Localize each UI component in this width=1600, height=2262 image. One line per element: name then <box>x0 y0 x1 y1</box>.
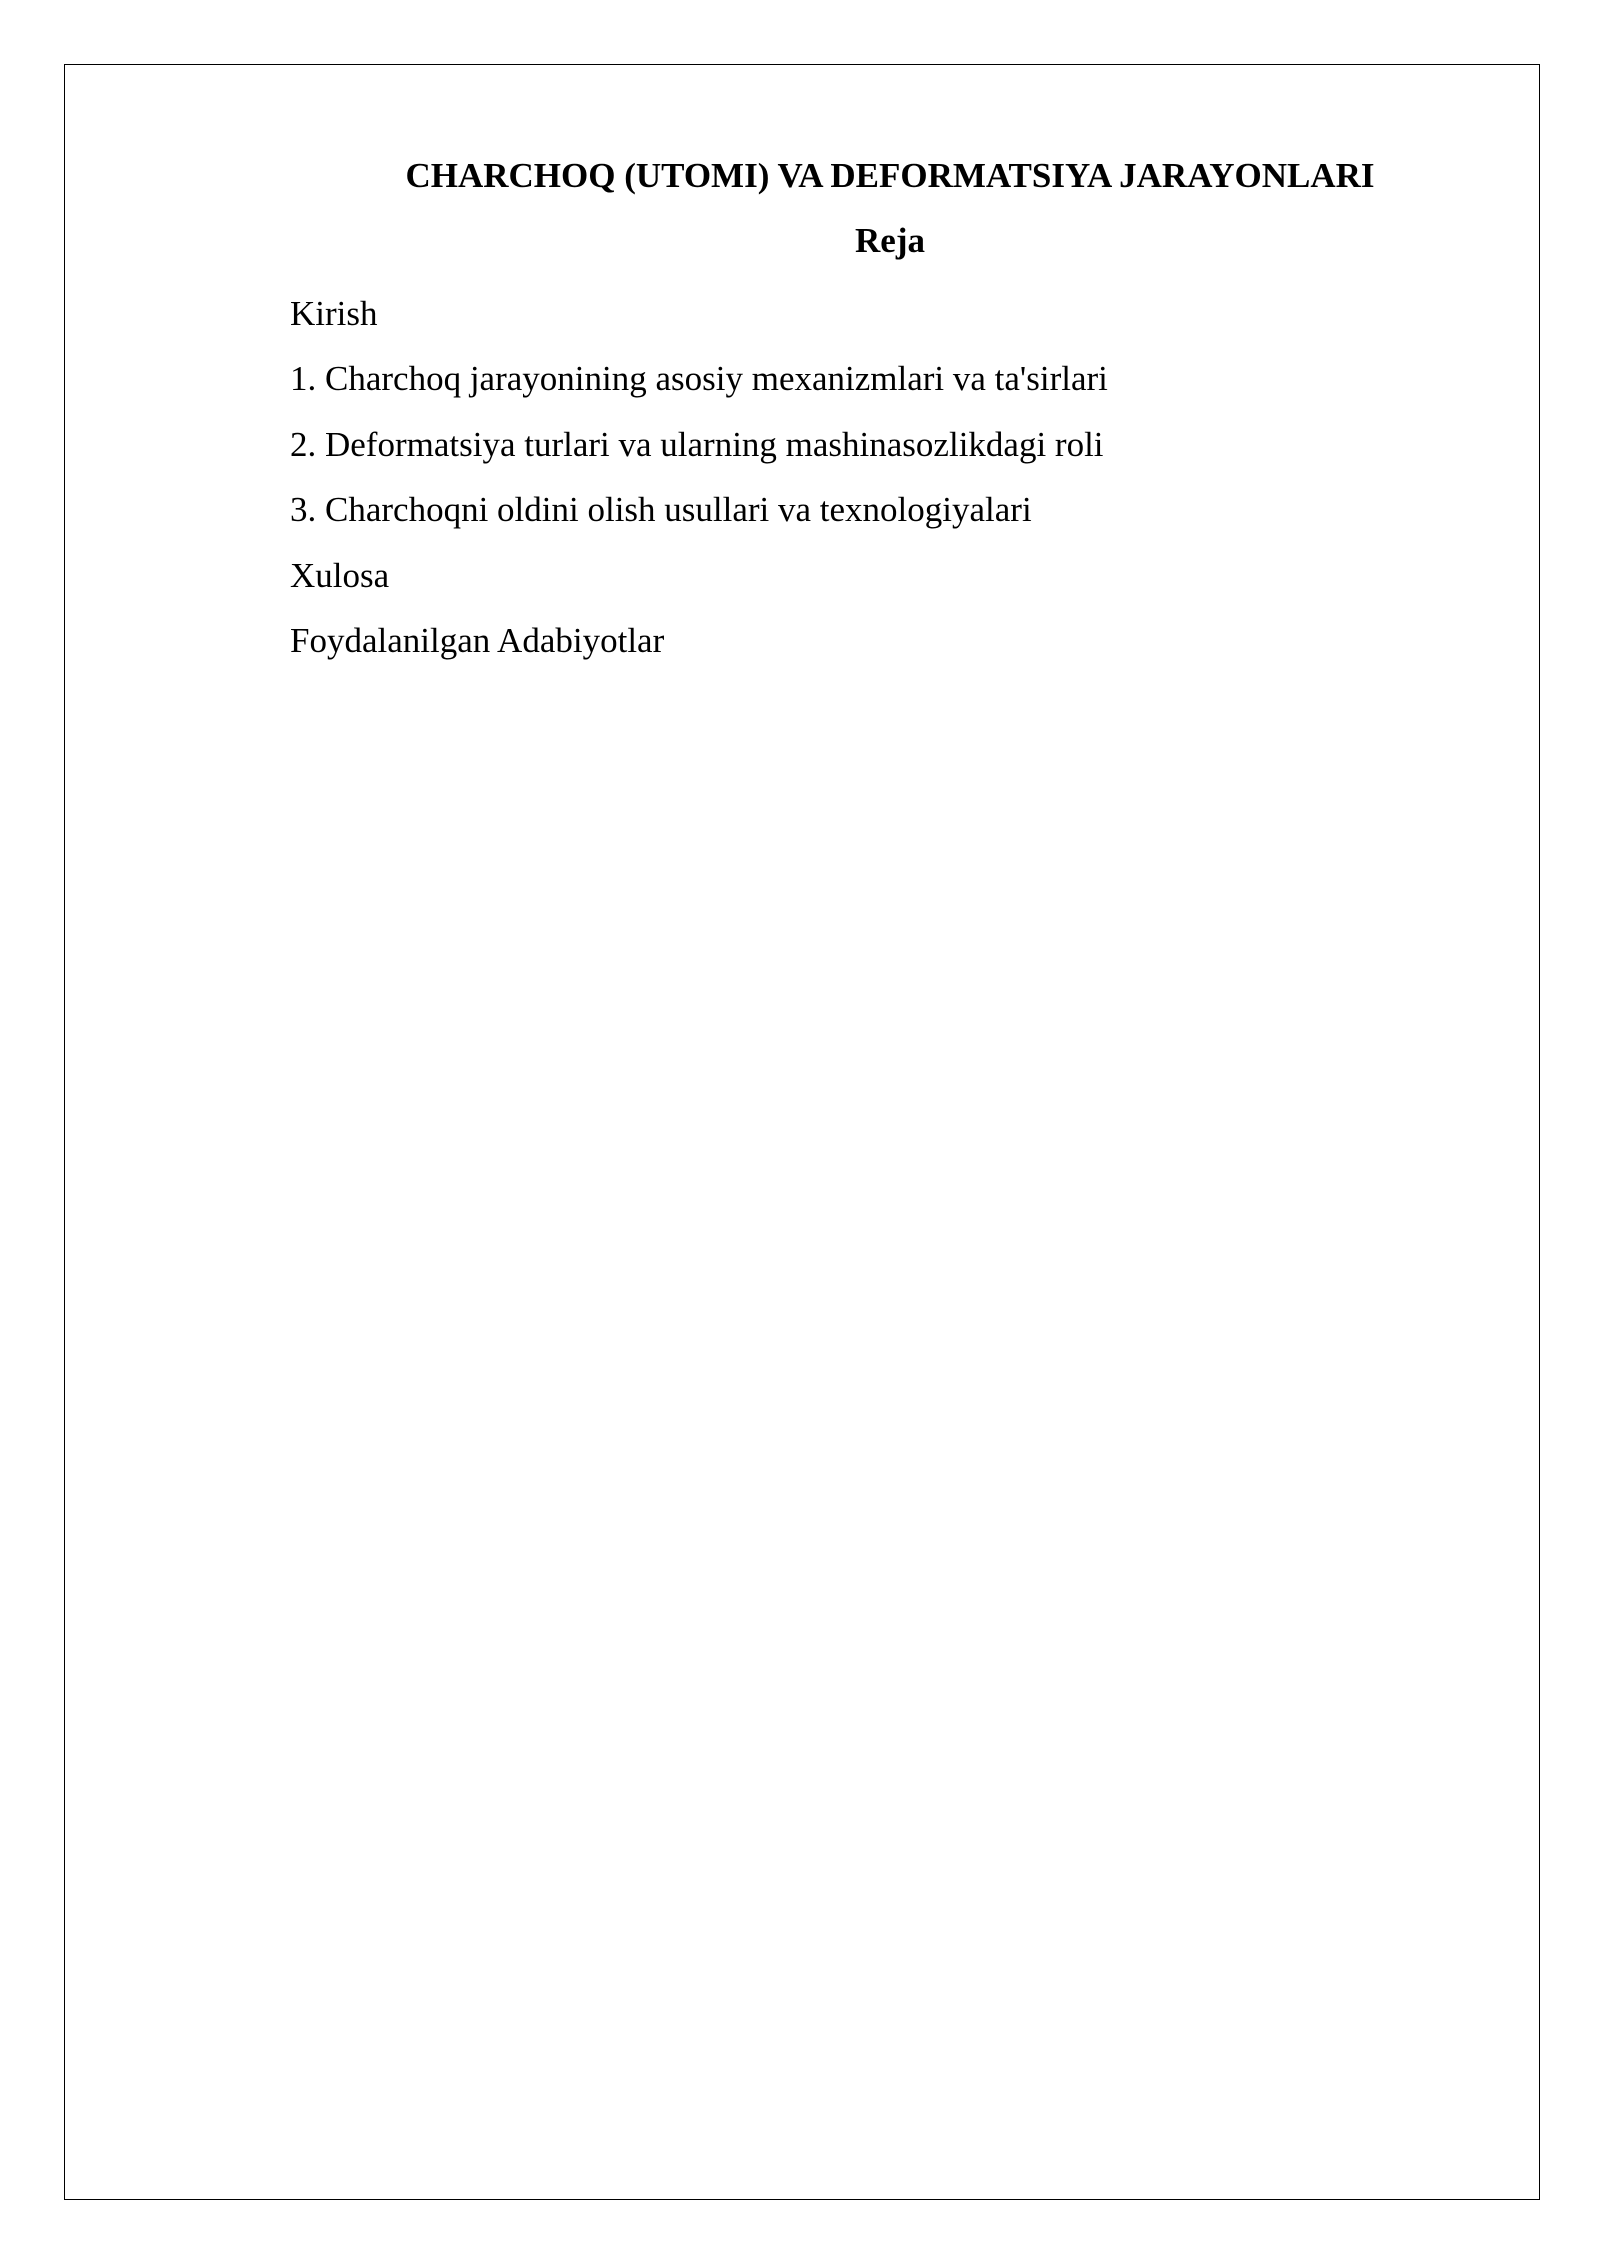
plan-item-conclusion: Xulosa <box>290 555 390 595</box>
document-title: CHARCHOQ (UTOMI) VA DEFORMATSIYA JARAYONLARI <box>405 156 1375 195</box>
plan-heading: Reja <box>855 221 925 260</box>
plan-item-references: Foydalanilgan Adabiyotlar <box>290 621 665 661</box>
plan-item-deformation-types: 2. Deformatsiya turlari va ularning mashinasozlikdagi roli <box>290 424 1104 464</box>
plan-item-introduction: Kirish <box>290 294 378 333</box>
plan-item-fatigue-mechanisms: 1. Charchoq jarayonining asosiy mexanizmlari va ta'sirlari <box>290 359 1108 399</box>
plan-list <box>290 281 1108 673</box>
plan-item-fatigue-prevention: 3. Charchoqni oldini olish usullari va texnologiyalari <box>290 490 1032 530</box>
